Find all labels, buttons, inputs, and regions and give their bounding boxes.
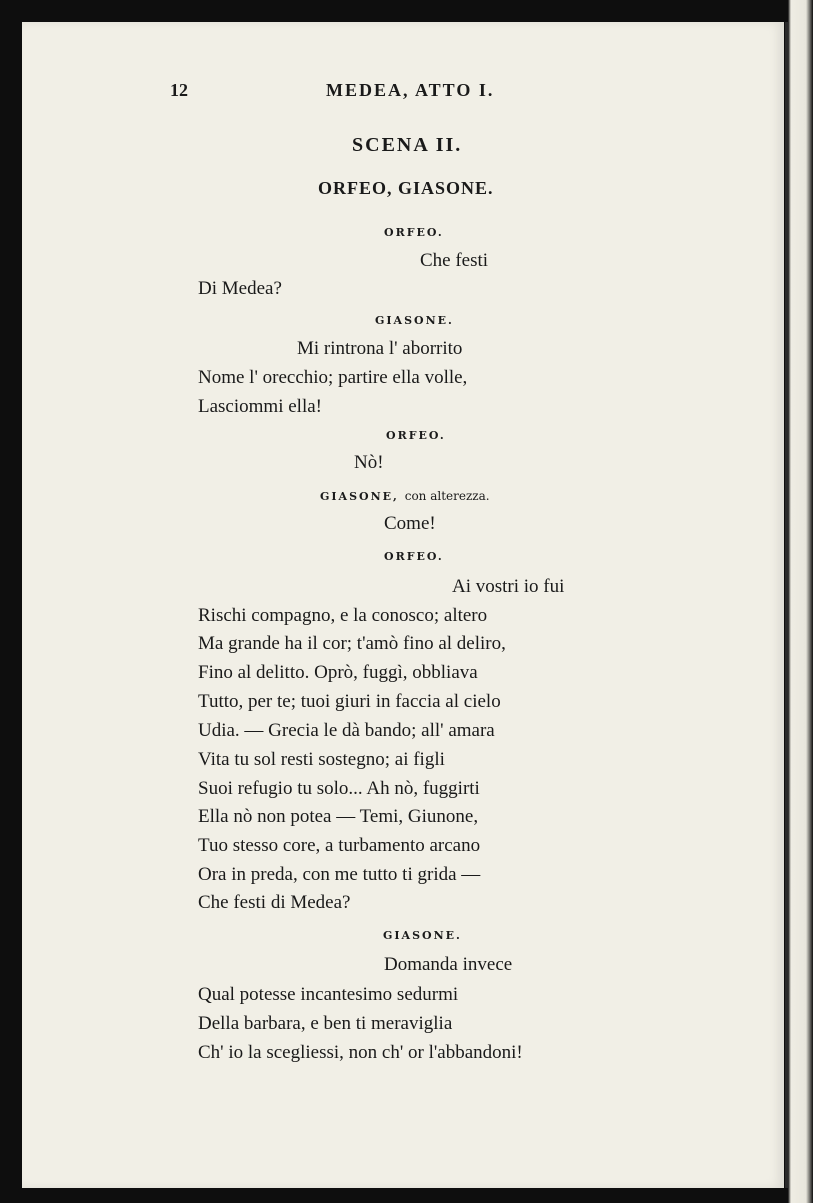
speaker-giasone-direction [320,489,490,503]
page-number: 12 [170,80,188,100]
verse-line: Lasciommi ella! [198,396,322,417]
verse-line: Nome l' orecchio; partire ella volle, [198,367,468,388]
scene-title: SCENA II. [352,134,463,156]
speaker-orfeo: ORFEO. [386,429,446,442]
verse-line: Fino al delitto. Oprò, fuggì, obbliava [198,662,478,683]
verse-line: Come! [384,513,436,534]
speaker-giasone: GIASONE. [383,929,462,942]
verse-line: Della barbara, e ben ti meraviglia [198,1013,453,1034]
verse-line: Ma grande ha il cor; t'amò fino al deliro, [198,633,506,654]
verse-line: Che festi di Medea? [198,892,351,913]
stage-direction: con alterezza. [404,489,490,503]
speaker-name: GIASONE, [320,490,399,503]
verse-line: Di Medea? [198,278,282,299]
verse-line: Tuo stesso core, a turbamento arcano [198,835,481,856]
scene-characters: ORFEO, GIASONE. [318,178,494,198]
verse-line: Domanda invece [384,954,513,975]
verse-line: Ora in preda, con me tutto ti grida — [198,864,481,885]
verse-line: Rischi compagno, e la conosco; altero [198,605,488,626]
verse-line: Qual potesse incantesimo sedurmi [198,984,459,1005]
verse-line: Suoi refugio tu solo... Ah nò, fuggirti [198,778,480,799]
speaker-orfeo: ORFEO. [384,226,444,239]
verse-line: Ch' io la scegliessi, non ch' or l'abbandoni! [198,1042,523,1063]
running-title: MEDEA, ATTO I. [326,80,495,100]
verse-line: Mi rintrona l' aborrito [297,338,463,359]
verse-line: Tutto, per te; tuoi giuri in faccia al cielo [198,691,501,712]
verse-line: Vita tu sol resti sostegno; ai figli [198,749,445,770]
next-page-edge [788,0,813,1203]
speaker-giasone: GIASONE. [375,314,454,327]
verse-line: Che festi [420,250,489,271]
verse-line: Ella nò non potea — Temi, Giunone, [198,806,479,827]
verse-line: Udia. — Grecia le dà bando; all' amara [198,720,495,741]
verse-line: Ai vostri io fui [452,576,565,597]
speaker-orfeo: ORFEO. [384,550,444,563]
verse-line: Nò! [354,452,384,473]
